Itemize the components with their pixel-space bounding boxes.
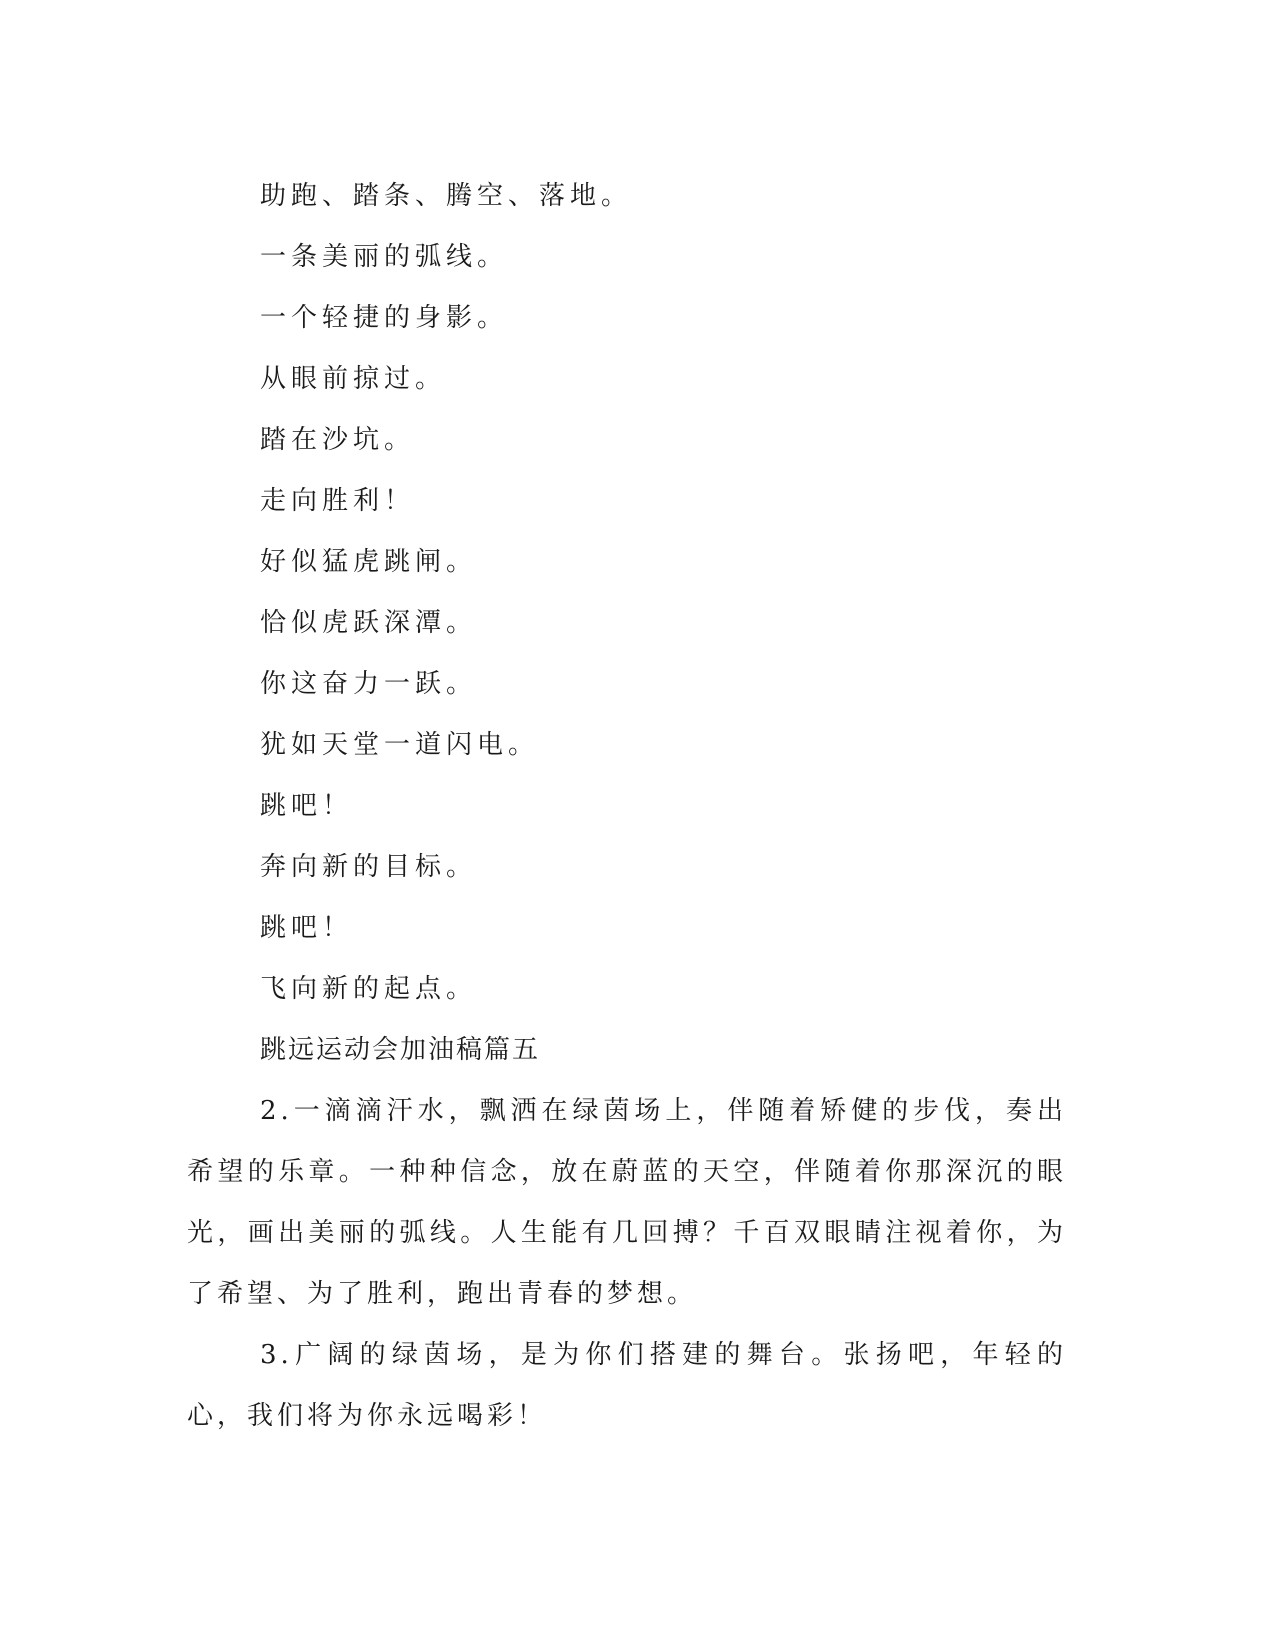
poem-line: 奔向新的目标。 bbox=[260, 852, 478, 882]
document-body bbox=[187, 166, 1067, 1447]
poem-line: 跳吧！ bbox=[260, 791, 354, 821]
poem-line: 走向胜利！ bbox=[260, 486, 416, 516]
poem-line: 犹如天堂一道闪电。 bbox=[260, 730, 540, 760]
poem-line: 踏在沙坑。 bbox=[260, 425, 416, 455]
poem-line: 助跑、踏条、腾空、落地。 bbox=[260, 181, 633, 211]
poem-line: 飞向新的起点。 bbox=[260, 974, 478, 1004]
section-heading: 跳远运动会加油稿篇五 bbox=[260, 1035, 541, 1065]
poem-line: 你这奋力一跃。 bbox=[260, 669, 478, 699]
poem-line: 跳吧！ bbox=[260, 913, 354, 943]
poem-line: 恰似虎跃深潭。 bbox=[260, 608, 478, 638]
poem-line: 一个轻捷的身影。 bbox=[260, 303, 509, 333]
poem-line: 一条美丽的弧线。 bbox=[260, 242, 509, 272]
paragraph: 3.广阔的绿茵场，是为你们搭建的舞台。张扬吧，年轻的心，我们将为你永远喝彩！ bbox=[187, 1340, 1067, 1431]
poem-line: 好似猛虎跳闸。 bbox=[260, 547, 478, 577]
poem-line: 从眼前掠过。 bbox=[260, 364, 447, 394]
paragraph: 2.一滴滴汗水，飘洒在绿茵场上，伴随着矫健的步伐，奏出希望的乐章。一种种信念，放在蔚蓝的天空，伴随着你那深沉的眼光，画出美丽的弧线。人生能有几回搏？千百双眼睛注视着你，为了希望、为了胜利，跑出青春的梦想。 bbox=[187, 1096, 1067, 1309]
